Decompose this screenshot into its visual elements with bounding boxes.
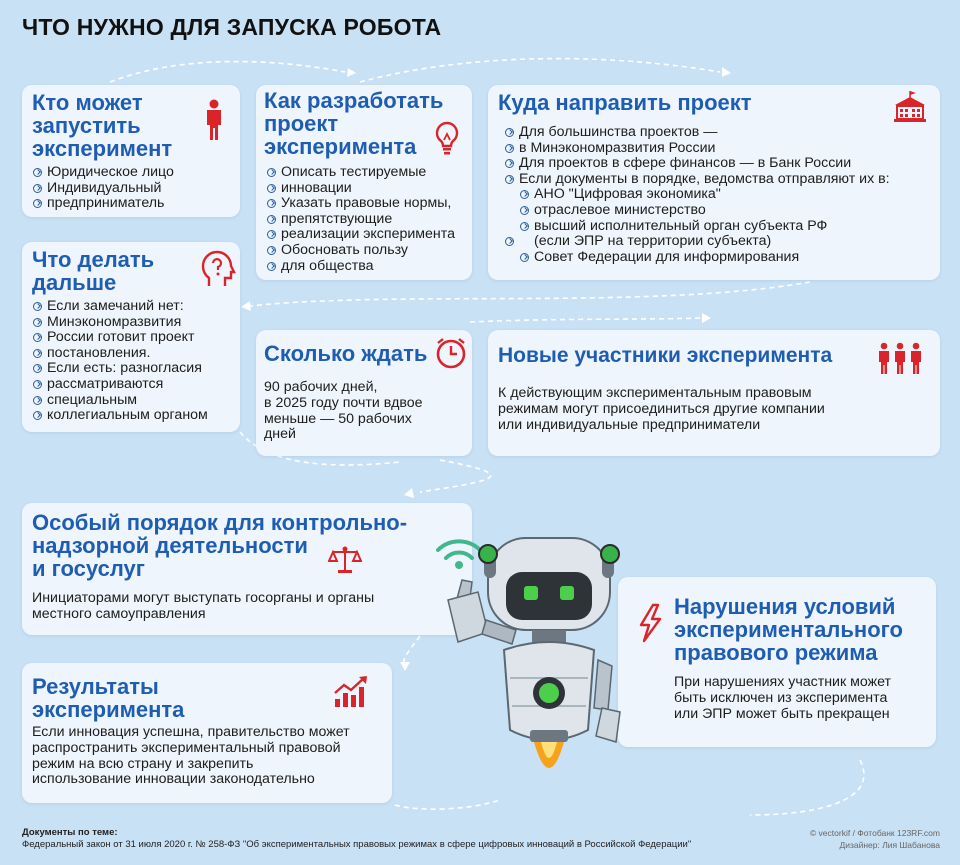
card-text: Если инновация успешна, правительство может распространить экспериментальный правовой режим на всю страну и закрепить использование инновации законодательно: [32, 724, 350, 788]
government-building-icon: [892, 89, 928, 123]
card-what-next: [22, 242, 240, 432]
bullet-list: Для большинства проектов — в Минэкономразвития России Для проектов в сфере финансов — в Банк России Если документы в порядке, ведомства отправляют их в: АНО "Цифровая экономика" отраслевое министерство высший исполнительный орган субъекта РФ (если ЭПР на территории субъекта) Совет Федерации для информирования: [504, 125, 924, 265]
card-title: Как разработать проект эксперимента: [264, 88, 444, 159]
page-title: ЧТО НУЖНО ДЛЯ ЗАПУСКА РОБОТА: [22, 14, 442, 40]
card-title: Нарушения условий экспериментального правового режима: [674, 594, 903, 665]
footer-documents: Документы по теме: Федеральный закон от 31 июля 2020 г. № 258-ФЗ "Об экспериментальных правовых режимах в сфере цифровых инноваций в Российской Федерации": [22, 827, 692, 850]
card-title: Кто может запустить эксперимент: [32, 90, 173, 161]
card-how-long: [256, 330, 472, 456]
card-where-to-send: [488, 85, 940, 280]
card-how-to-develop: [256, 85, 472, 280]
card-new-participants: [488, 330, 940, 456]
bullet-list: Если замечаний нет: Минэкономразвития России готовит проект постановления. Если есть: разногласия рассматриваются специальным коллегиальным органом: [32, 299, 238, 424]
bullet-list: Юридическое лицо Индивидуальный предприниматель: [32, 165, 232, 212]
footer-credits: © vectorkif / Фотобанк 123RF.com Дизайнер: Лия Шабанова: [809, 828, 940, 850]
lightbulb-icon: [432, 119, 462, 159]
people-group-icon: [876, 342, 924, 376]
card-title: Куда направить проект: [498, 90, 752, 115]
card-title: Результаты эксперимента: [32, 674, 185, 722]
robot-icon: [426, 500, 676, 800]
person-icon: [204, 99, 224, 141]
card-results: [22, 663, 392, 803]
card-text: К действующим экспериментальным правовым режимам могут присоединиться другие компании или индивидуальные предприниматели: [498, 385, 825, 433]
card-title: Новые участники эксперимента: [498, 344, 833, 367]
head-question-icon: [200, 250, 236, 290]
card-special-procedure: [22, 503, 472, 635]
scales-icon: [328, 545, 362, 575]
card-text: Инициаторами могут выступать госорганы и органы местного самоуправления: [32, 590, 375, 622]
card-text: 90 рабочих дней, в 2025 году почти вдвое меньше — 50 рабочих дней: [264, 379, 423, 443]
card-who-can-launch: [22, 85, 240, 217]
card-title: Сколько ждать: [264, 341, 428, 366]
growth-chart-icon: [332, 675, 370, 709]
bullet-list: Описать тестируемые инновации Указать правовые нормы, препятствующие реализации эксперимента Обосновать пользу для общества: [266, 165, 470, 274]
card-title: Особый порядок для контрольно- надзорной деятельности и госуслуг: [32, 510, 408, 581]
card-text: При нарушениях участник может быть исключен из эксперимента или ЭПР может быть прекращен: [674, 674, 892, 722]
card-title: Что делать дальше: [32, 247, 155, 295]
clock-icon: [434, 336, 468, 370]
